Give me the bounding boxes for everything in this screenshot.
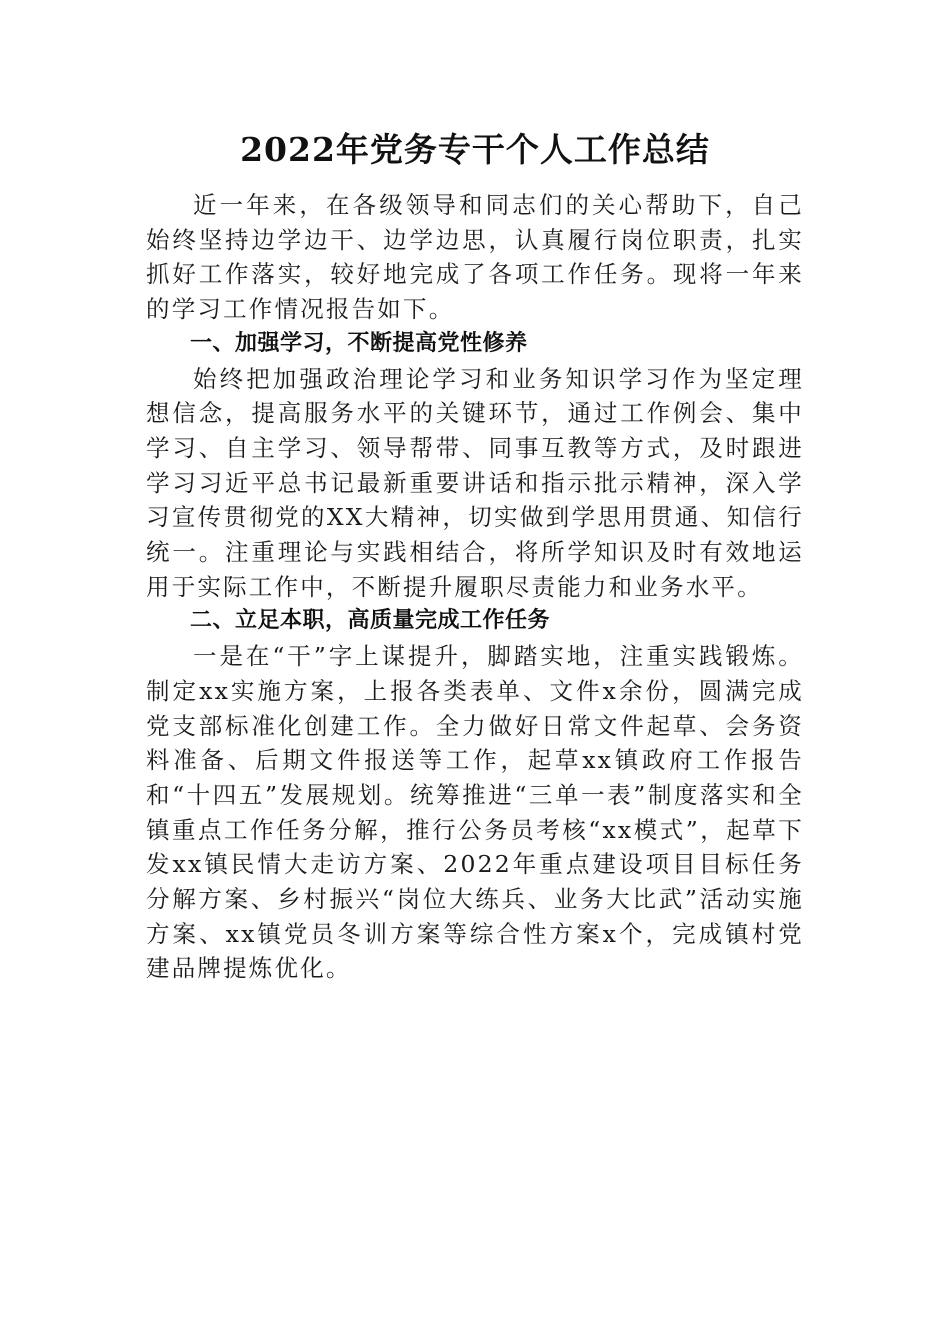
section-2-paragraph: 一是在“干”字上谋提升，脚踏实地，注重实践锻炼。制定xx实施方案，上报各类表单、文件x余份，圆满完成党支部标准化创建工作。全力做好日常文件起草、会务资料准备、后期文件报送等工作，起草xx镇政府工作报告和“十四五”发展规划。统筹推进“三单一表”制度落实和全镇重点工作任务分解，推行公务员考核“xx模式”，起草下发xx镇民情大走访方案、2022年重点建设项目目标任务分解方案、乡村振兴“岗位大练兵、业务大比武”活动实施方案、xx镇党员冬训方案等综合性方案x个，完成镇村党建品牌提炼优化。: [146, 642, 804, 983]
document-title: 2022年党务专干个人工作总结: [240, 130, 710, 169]
document-body: [146, 188, 804, 986]
section-2-heading: 二、立足本职，高质量完成工作任务: [190, 608, 551, 634]
intro-paragraph: 近一年来，在各级领导和同志们的关心帮助下，自己始终坚持边学边干、边学边思，认真履行岗位职责，扎实抓好工作落实，较好地完成了各项工作任务。现将一年来的学习工作情况报告如下。: [146, 191, 804, 324]
section-1-paragraph: 始终把加强政治理论学习和业务知识学习作为坚定理想信念，提高服务水平的关键环节，通过工作例会、集中学习、自主学习、领导帮带、同事互教等方式，及时跟进学习习近平总书记最新重要讲话和指示批示精神，深入学习宣传贯彻党的XX大精神，切实做到学思用贯通、知信行统一。注重理论与实践相结合，将所学知识及时有效地运用于实际工作中，不断提升履职尽责能力和业务水平。: [146, 364, 804, 601]
section-1-heading: 一、加强学习，不断提高党性修养: [190, 330, 528, 356]
